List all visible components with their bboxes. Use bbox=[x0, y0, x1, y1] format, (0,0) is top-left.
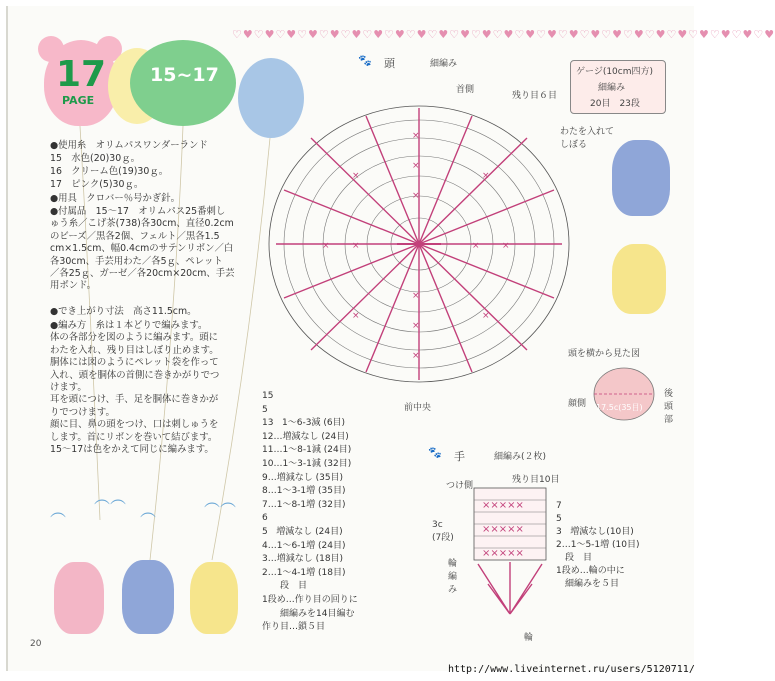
bear-toy-yellow bbox=[190, 562, 238, 634]
attach-side-label: つけ側 bbox=[446, 481, 474, 491]
head-row-instructions: 15 5 13 1～6-3減 (6目) 12…増減なし (24目) 11…1～8-1減 (24目) 10…1～3-1減 (32目) 9…増減なし (35目) 8…1～3-1増 (35目) 7…1～8-1増 (32目) 6 5 増減なし (24目) 4…1～6-1増 (24目) 3…増減なし (18目) 2…1～4-1増 (18目) 段 目 1段め…作り目の回りに 細編みを14目編む 作り目…鎖５目 bbox=[262, 391, 358, 633]
cloud-icon: ︵ bbox=[140, 501, 157, 520]
cloud-icon: ︵︵ bbox=[94, 488, 127, 507]
yarn-15: 15 水色(20)30ｇ。 bbox=[50, 153, 140, 164]
svg-text:×××××: ××××× bbox=[482, 500, 524, 511]
paw-icon: 🐾 bbox=[428, 446, 442, 459]
finished-size: ●でき上がり寸法 高さ11.5cm。 bbox=[50, 306, 197, 317]
head-title: 頭 bbox=[384, 57, 395, 70]
face-side-label: 顔側 bbox=[568, 399, 587, 409]
yarn-16: 16 クリーム色(19)30ｇ。 bbox=[50, 166, 169, 177]
svg-text:×: × bbox=[352, 171, 360, 181]
svg-text:×: × bbox=[482, 171, 490, 181]
ring-label: 輪 編 み bbox=[448, 559, 458, 595]
gauge-value: 20目 23段 bbox=[590, 99, 640, 109]
svg-text:×: × bbox=[352, 311, 360, 321]
head-crochet-chart bbox=[262, 98, 576, 390]
yarn-17: 17 ピンク(5)30ｇ。 bbox=[50, 179, 144, 190]
tools: ●用具 クロバー％号かぎ針。 bbox=[50, 193, 181, 204]
page-label: PAGE bbox=[62, 94, 95, 107]
hand-crochet-chart bbox=[468, 484, 558, 634]
svg-text:×: × bbox=[352, 241, 360, 251]
bear-toy-pink bbox=[54, 562, 104, 634]
svg-text:×: × bbox=[412, 351, 420, 361]
svg-text:×: × bbox=[412, 321, 420, 331]
svg-text:×: × bbox=[412, 191, 420, 201]
front-center-label: 前中央 bbox=[404, 403, 432, 413]
bear-toy-yellow-side bbox=[612, 244, 666, 314]
bear-toy-blue bbox=[122, 560, 174, 634]
source-url[interactable]: http://www.liveinternet.ru/users/5120711/ bbox=[448, 664, 695, 675]
page-number: 17 bbox=[56, 54, 107, 95]
side-view-diagram bbox=[590, 364, 660, 424]
svg-text:×: × bbox=[322, 241, 330, 251]
gauge-title: ゲージ(10cm四方) bbox=[576, 67, 654, 77]
hand-row-instructions: 7 5 3 増減なし(10目) 2…1～5-1増 (10目) 段 目 1段め…輪の中に 細編みを５目 bbox=[556, 501, 640, 589]
svg-text:×: × bbox=[482, 311, 490, 321]
heart-border: ♡♥♡♥♡♥♡♥♡♥♡♥♡♥♡♥♡♥♡♥♡♥♡♥♡♥♡♥♡♥♡♥♡♥♡♥♡♥♡♥♡♥♡♥♡♥♡♥♡♥ bbox=[232, 28, 775, 41]
accessories: ●付属品 15～17 オリムパス25番刺し ゅう糸／こげ茶(738)各30cm、直径0.2cm のビーズ／黒各2個、フェルト／黒各1.5 cm×1.5cm、幅0.4cmのサテンリボン／白 各30cm、手芸用わた／各5ｇ、ペレット ／各25ｇ、ガーゼ／各20cm×20cm、手芸 用ボンド。 bbox=[50, 206, 235, 292]
svg-text:×: × bbox=[412, 131, 420, 141]
stuffing-note: わたを入れて しぼる bbox=[560, 127, 615, 150]
head-stitch: 細編み bbox=[430, 59, 458, 69]
svg-text:×: × bbox=[472, 241, 480, 251]
method: ●編み方 糸は１本どりで編みます。 体の各部分を図のように編みます。頭に わたを入れ、残り目はしぼり止めます。 胴体には図のようにペレット袋を作って 入れ、頭を胴体の首側に巻きかがりでつ けます。 耳を頭につけ、手、足を胴体に巻きかが りでつけます。 顔に目、鼻の頭をつけ、口は刺しゅうを します。首にリボンを巻いて結びます。 15～17は色をかえて同じに編みます。 bbox=[50, 320, 220, 456]
remaining-stitches-label: 残り目６目 bbox=[512, 91, 558, 101]
cloud-icon: ︵︵ bbox=[204, 491, 237, 510]
neck-side-label: 首側 bbox=[456, 85, 475, 95]
svg-text:×××××: ××××× bbox=[482, 524, 524, 535]
hand-title: 手 bbox=[454, 450, 465, 463]
bear-toy-blue-side bbox=[612, 140, 670, 216]
svg-text:×: × bbox=[412, 291, 420, 301]
gauge-stitch: 細編み bbox=[598, 83, 626, 93]
hand-remaining: 残り目10目 bbox=[512, 475, 560, 485]
hand-bottom-label: 輪 bbox=[524, 633, 534, 643]
cloud-icon: ︵ bbox=[50, 501, 67, 520]
side-view-title: 頭を横から見た図 bbox=[568, 349, 641, 359]
svg-text:×: × bbox=[502, 241, 510, 251]
side-measure: 17.5c(35目) bbox=[596, 403, 643, 412]
svg-text:×××××: ××××× bbox=[482, 548, 524, 559]
paw-icon: 🐾 bbox=[358, 54, 372, 67]
hand-stitch: 細編み(２枚) bbox=[494, 452, 547, 462]
back-head-label: 後 頭 部 bbox=[664, 389, 674, 425]
pattern-range: 15~17 bbox=[150, 64, 219, 86]
hand-height: 3c (7段) bbox=[432, 520, 454, 543]
svg-text:×: × bbox=[412, 161, 420, 171]
folio-page-number: 20 bbox=[30, 639, 42, 649]
yarn-title: ●使用糸 オリムパスワンダーランド bbox=[50, 140, 208, 151]
